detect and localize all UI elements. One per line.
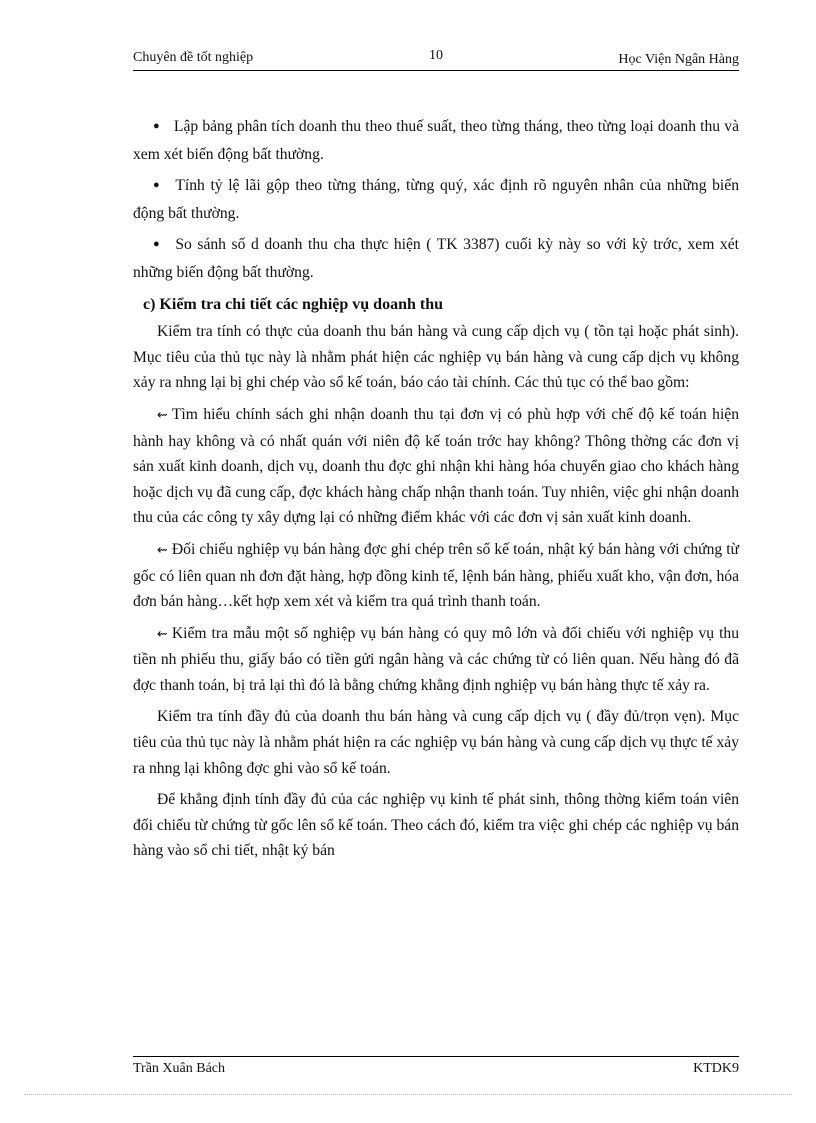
header-page-number: 10 bbox=[429, 48, 443, 63]
bullet-item: ● Tính tỷ lệ lãi gộp theo từng tháng, từng quý, xác định rõ nguyên nhân của những biến động bất thường. bbox=[133, 173, 739, 226]
section-heading: c) Kiểm tra chi tiết các nghiệp vụ doanh thu bbox=[143, 295, 443, 313]
wave-arrow-icon: ⇜ bbox=[157, 407, 168, 423]
wave-arrow-icon: ⇜ bbox=[157, 542, 168, 558]
symbol-list-item bbox=[133, 537, 739, 615]
header-institution: Học Viện Ngân Hàng bbox=[618, 52, 739, 67]
header-document-title: Chuyên đề tốt nghiệp bbox=[133, 50, 254, 65]
symbol-list-item bbox=[133, 402, 739, 531]
list-item-text: Đối chiếu nghiệp vụ bán hàng đợc ghi chép trên sổ kế toán, nhật ký bán hàng với chứng từ gốc có liên quan nh đơn đặt hàng, hợp đồng kinh tế, lệnh bán hàng, phiếu xuất kho, vận đơn, hóa đơn bán hàng…kết hợp xem xét và kiểm tra quá trình thanh toán. bbox=[133, 540, 739, 611]
paragraph: Kiểm tra tính có thực của doanh thu bán hàng và cung cấp dịch vụ ( tồn tại hoặc phát sinh). Mục tiêu của thủ tục này là nhằm phát hiện các nghiệp vụ bán hàng và cung cấp dịch vụ không xảy ra nhng lại bị ghi chép vào sổ kế toán, báo cáo tài chính. Các thủ tục có thể bao gồm: bbox=[133, 323, 739, 392]
footer-author: Trần Xuân Bách bbox=[133, 1061, 226, 1076]
list-item-text: Kiểm tra mẫu một số nghiệp vụ bán hàng có quy mô lớn và đối chiếu với nghiệp vụ thu tiền nh phiếu thu, giấy báo có tiền gửi ngân hàng và các chứng từ có liên quan. Nếu hàng đó đã đợc thanh toán, bị trả lại thì đó là bằng chứng khẳng định nghiệp vụ bán hàng thực tế xảy ra. bbox=[133, 624, 739, 694]
bullet-item: ● Lập bảng phân tích doanh thu theo thuế suất, theo từng tháng, theo từng loại doanh thu và xem xét biến động bất thường. bbox=[133, 114, 739, 167]
page-footer bbox=[133, 1056, 739, 1081]
symbol-list-item bbox=[133, 621, 739, 699]
bullet-item: ● So sánh số d doanh thu cha thực hiện ( TK 3387) cuối kỳ này so với kỳ trớc, xem xét những biến động bất thường. bbox=[133, 232, 739, 285]
list-item-text: Tìm hiểu chính sách ghi nhận doanh thu tại đơn vị có phù hợp với chế độ kế toán hiện hành hay không và có nhất quán với niên độ kế toán trớc hay không? Thông thờng các đơn vị sản xuất kinh doanh, dịch vụ, doanh thu đợc ghi nhận khi hàng hóa chuyển giao cho khách hàng hoặc dịch vụ đã cung cấp, đợc khách hàng chấp nhận thanh toán. Tuy nhiên, việc ghi nhận doanh thu của các công ty xây dựng lại có những điểm khác với các đơn vị sản xuất kinh doanh. bbox=[133, 405, 739, 527]
page-bottom-divider bbox=[24, 1094, 792, 1095]
page-header bbox=[133, 50, 739, 71]
paragraph: Để khẳng định tính đầy đủ của các nghiệp vụ kinh tế phát sinh, thông thờng kiểm toán viên đối chiếu từ chứng từ gốc lên sổ kế toán. Theo cách đó, kiểm tra việc ghi chép các nghiệp vụ bán hàng vào sổ chi tiết, nhật ký bán bbox=[133, 791, 739, 860]
footer-class-code: KTDK9 bbox=[693, 1061, 739, 1076]
document-body bbox=[133, 114, 739, 870]
wave-arrow-icon: ⇜ bbox=[157, 626, 168, 642]
paragraph: Kiểm tra tính đầy đủ của doanh thu bán hàng và cung cấp dịch vụ ( đầy đủ/trọn vẹn). Mục tiêu của thủ tục này là nhằm phát hiện ra các nghiệp vụ bán hàng và cung cấp dịch vụ thực tế xảy ra nhng lại không đợc ghi vào sổ kế toán. bbox=[133, 708, 739, 777]
